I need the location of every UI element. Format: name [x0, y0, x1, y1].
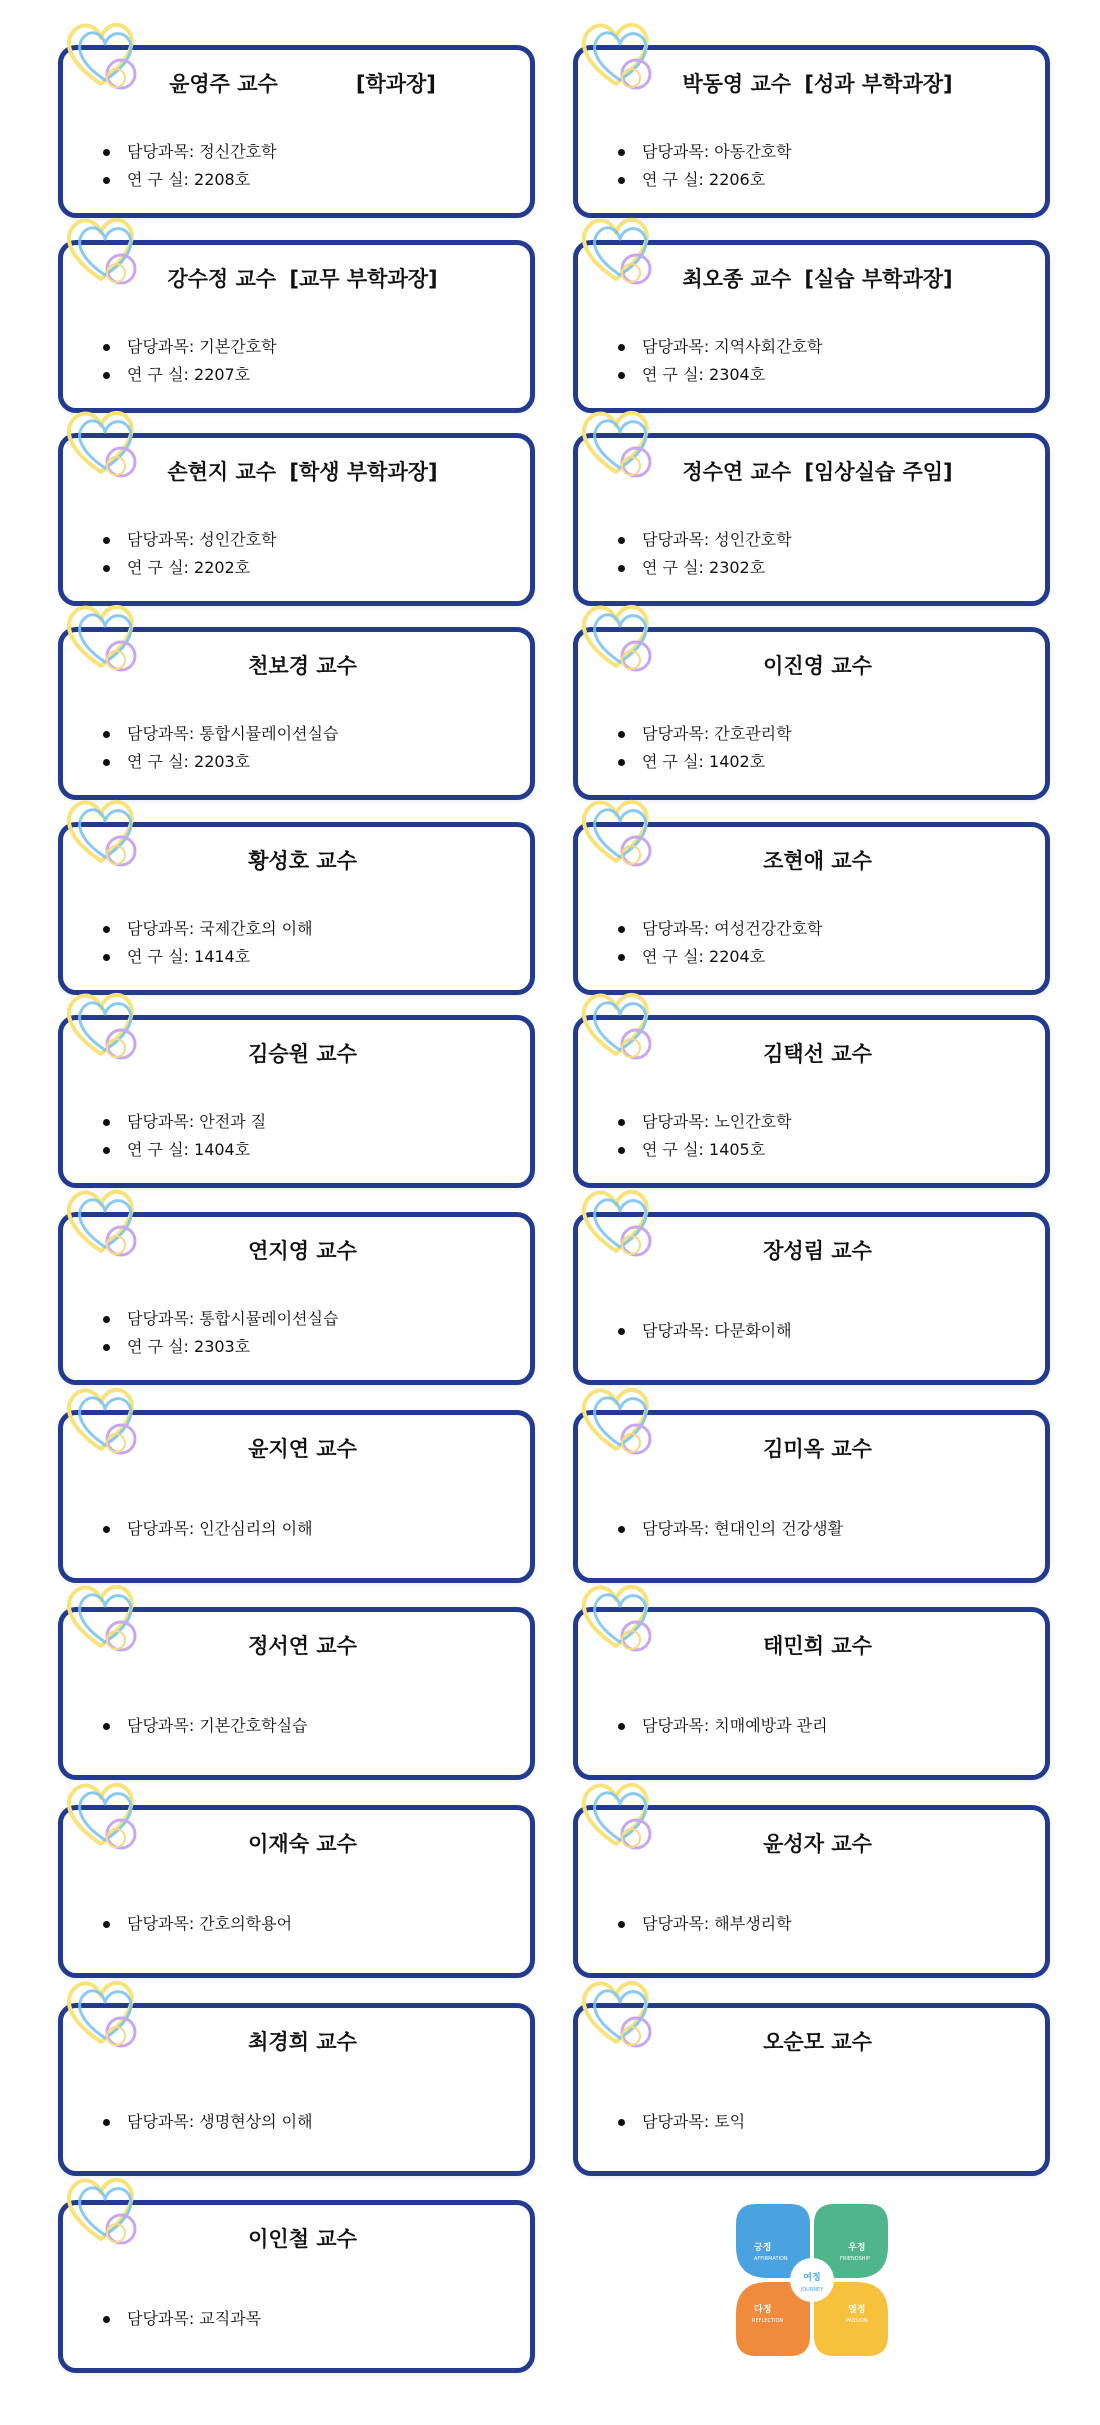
- petal-label-en: AFFIRMATION: [754, 2256, 788, 2262]
- faculty-name: 조현애 교수: [763, 849, 872, 873]
- faculty-details: [640, 138, 792, 194]
- faculty-name: 이재숙 교수: [248, 1832, 357, 1856]
- course-label: 담당과목: 안전과 질: [125, 1108, 266, 1136]
- office-label: 연 구 실: 2303호: [125, 1333, 338, 1361]
- faculty-name: 천보경 교수: [248, 654, 357, 678]
- faculty-name: 최오종 교수 [실습 부학과장]: [682, 267, 953, 291]
- office-label: 연 구 실: 2206호: [640, 166, 792, 194]
- faculty-details: [640, 526, 792, 582]
- faculty-name: 강수정 교수 [교무 부학과장]: [167, 267, 438, 291]
- course-label: 담당과목: 기본간호학실습: [125, 1712, 308, 1740]
- office-label: 연 구 실: 1405호: [640, 1136, 792, 1164]
- course-label: 담당과목: 여성건강간호학: [640, 915, 823, 943]
- logo-center-label: 여정: [803, 2273, 821, 2283]
- faculty-details: [640, 720, 792, 776]
- faculty-card: [573, 627, 1050, 800]
- faculty-name: 이진영 교수: [763, 654, 872, 678]
- course-label: 담당과목: 통합시뮬레이션실습: [125, 720, 338, 748]
- petal-label: 다정: [754, 2305, 772, 2315]
- faculty-name: 손현지 교수 [학생 부학과장]: [167, 460, 438, 484]
- faculty-details: [125, 1108, 266, 1164]
- course-label: 담당과목: 생명현상의 이해: [125, 2108, 313, 2136]
- faculty-details: [640, 333, 823, 389]
- course-label: 담당과목: 지역사회간호학: [640, 333, 823, 361]
- logo-center-en: JOURNEY: [800, 2287, 824, 2293]
- faculty-card: [58, 1212, 535, 1385]
- faculty-name: 오순모 교수: [763, 2030, 872, 2054]
- course-label: 담당과목: 국제간호의 이해: [125, 915, 313, 943]
- course-label: 담당과목: 간호의학용어: [125, 1910, 292, 1938]
- faculty-details: [125, 915, 313, 971]
- office-label: 연 구 실: 2207호: [125, 361, 277, 389]
- faculty-name: 김승원 교수: [248, 1042, 357, 1066]
- journey-logo: [732, 2200, 892, 2360]
- office-label: 연 구 실: 2208호: [125, 166, 277, 194]
- course-label: 담당과목: 통합시뮬레이션실습: [125, 1305, 338, 1333]
- faculty-card: [58, 433, 535, 606]
- faculty-card: [58, 2003, 535, 2176]
- office-label: 연 구 실: 2202호: [125, 554, 277, 582]
- faculty-details: [125, 2305, 261, 2333]
- faculty-name: 김택선 교수: [763, 1042, 872, 1066]
- course-label: 담당과목: 간호관리학: [640, 720, 792, 748]
- course-label: 담당과목: 노인간호학: [640, 1108, 792, 1136]
- faculty-details: [125, 2108, 313, 2136]
- faculty-card: [58, 1410, 535, 1583]
- faculty-name: 윤영주 교수 [학과장]: [169, 72, 436, 96]
- faculty-details: [125, 138, 277, 194]
- petal-label: 긍정: [754, 2243, 772, 2253]
- faculty-card: [58, 1015, 535, 1188]
- faculty-details: [640, 1515, 843, 1543]
- faculty-card: [573, 1410, 1050, 1583]
- faculty-name: 장성림 교수: [763, 1239, 872, 1263]
- office-label: 연 구 실: 2304호: [640, 361, 823, 389]
- petal-label: 열정: [848, 2305, 866, 2315]
- faculty-details: [640, 1712, 828, 1740]
- faculty-details: [125, 333, 277, 389]
- faculty-name: 윤성자 교수: [763, 1832, 872, 1856]
- office-label: 연 구 실: 1402호: [640, 748, 792, 776]
- course-label: 담당과목: 치매예방과 관리: [640, 1712, 828, 1740]
- office-label: 연 구 실: 2302호: [640, 554, 792, 582]
- faculty-details: [125, 1305, 338, 1361]
- faculty-card: [573, 822, 1050, 995]
- faculty-card: [573, 45, 1050, 218]
- office-label: 연 구 실: 1414호: [125, 943, 313, 971]
- course-label: 담당과목: 기본간호학: [125, 333, 277, 361]
- faculty-card: [573, 2003, 1050, 2176]
- faculty-name: 황성호 교수: [248, 849, 357, 873]
- course-label: 담당과목: 성인간호학: [125, 526, 277, 554]
- petal-label-en: REFLECTION: [752, 2318, 784, 2324]
- faculty-card: [58, 2200, 535, 2373]
- course-label: 담당과목: 성인간호학: [640, 526, 792, 554]
- office-label: 연 구 실: 2203호: [125, 748, 338, 776]
- faculty-name: 이인철 교수: [248, 2227, 357, 2251]
- course-label: 담당과목: 정신간호학: [125, 138, 277, 166]
- faculty-name: 윤지연 교수: [248, 1437, 357, 1461]
- faculty-details: [125, 1515, 313, 1543]
- faculty-card: [573, 240, 1050, 413]
- faculty-name: 태민희 교수: [763, 1634, 872, 1658]
- faculty-details: [640, 1317, 792, 1345]
- faculty-card: [573, 433, 1050, 606]
- faculty-details: [125, 1712, 308, 1740]
- faculty-card: [573, 1212, 1050, 1385]
- course-label: 담당과목: 교직과목: [125, 2305, 261, 2333]
- faculty-card: [58, 1607, 535, 1780]
- faculty-details: [640, 1910, 792, 1938]
- faculty-details: [125, 720, 338, 776]
- faculty-name: 박동영 교수 [성과 부학과장]: [682, 72, 953, 96]
- faculty-card: [58, 822, 535, 995]
- faculty-card: [58, 627, 535, 800]
- course-label: 담당과목: 다문화이해: [640, 1317, 792, 1345]
- course-label: 담당과목: 인간심리의 이해: [125, 1515, 313, 1543]
- course-label: 담당과목: 해부생리학: [640, 1910, 792, 1938]
- faculty-card: [573, 1607, 1050, 1780]
- faculty-name: 김미옥 교수: [763, 1437, 872, 1461]
- faculty-card: [58, 240, 535, 413]
- course-label: 담당과목: 아동간호학: [640, 138, 792, 166]
- office-label: 연 구 실: 2204호: [640, 943, 823, 971]
- faculty-card: [58, 1805, 535, 1978]
- faculty-name: 정서연 교수: [248, 1634, 357, 1658]
- faculty-details: [125, 1910, 292, 1938]
- course-label: 담당과목: 토익: [640, 2108, 745, 2136]
- petal-label: 우정: [848, 2243, 866, 2253]
- petal-label-en: PASSION: [846, 2318, 868, 2324]
- faculty-details: [640, 915, 823, 971]
- faculty-details: [640, 1108, 792, 1164]
- faculty-name: 최경희 교수: [248, 2030, 357, 2054]
- faculty-details: [640, 2108, 745, 2136]
- faculty-name: 연지영 교수: [248, 1239, 357, 1263]
- faculty-card: [573, 1015, 1050, 1188]
- faculty-card: [58, 45, 535, 218]
- course-label: 담당과목: 현대인의 건강생활: [640, 1515, 843, 1543]
- faculty-card: [573, 1805, 1050, 1978]
- petal-label-en: FRIENDSHIP: [840, 2256, 870, 2262]
- faculty-details: [125, 526, 277, 582]
- office-label: 연 구 실: 1404호: [125, 1136, 266, 1164]
- faculty-name: 정수연 교수 [임상실습 주임]: [682, 460, 953, 484]
